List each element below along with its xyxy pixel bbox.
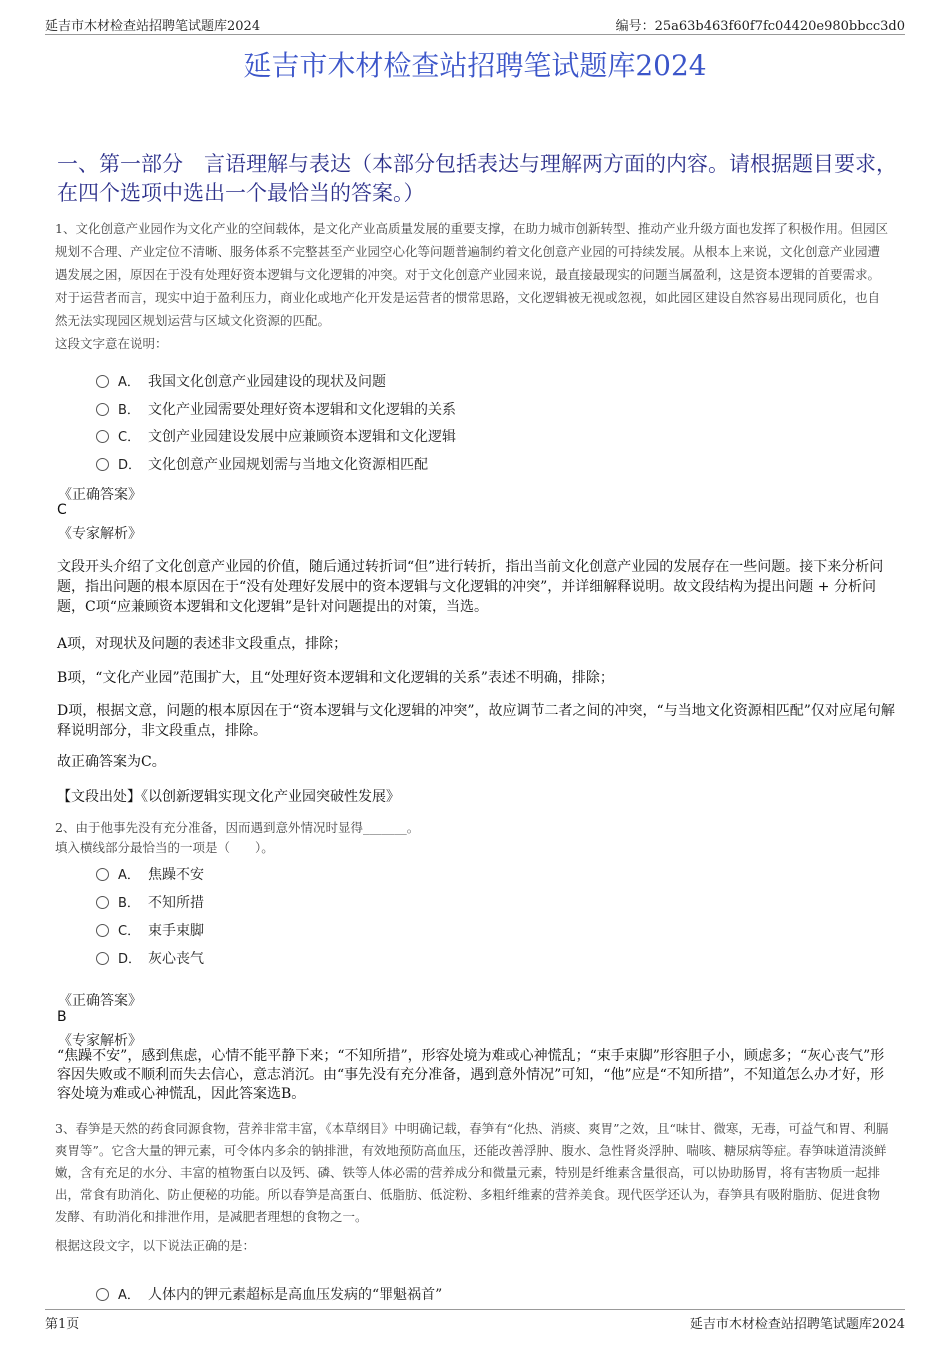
question-1-analysis-paragraph: 故正确答案为C。 <box>57 754 166 770</box>
question-1-option-d[interactable]: D． 文化创意产业园规划需与当地文化资源相匹配 <box>96 454 428 474</box>
question-2-analysis-label: 《专家解析》 <box>58 1033 142 1049</box>
radio-button[interactable] <box>96 375 109 388</box>
radio-button[interactable] <box>96 458 109 471</box>
question-2-answer-label: 《正确答案》 <box>58 993 142 1009</box>
question-1-analysis-paragraph: A项，对现状及问题的表述非文段重点，排除； <box>57 636 348 652</box>
header-divider <box>45 34 905 35</box>
radio-button[interactable] <box>96 924 109 937</box>
radio-button[interactable] <box>96 868 109 881</box>
section-heading: 一、第一部分 言语理解与表达（本部分包括表达与理解两方面的内容。请根据题目要求，在四个选项中选出一个最恰当的答案。） <box>57 152 897 205</box>
question-1-answer-label: 《正确答案》 <box>58 487 142 503</box>
question-1-passage: 1、文化创意产业园作为文化产业的空间载体，是文化产业高质量发展的重要支撑，在助力城市创新转型、推动产业升级方面也发挥了积极作用。但园区规划不合理、产业定位不清晰、服务体系不完整甚至产业园空心化等问题普遍制约着文化创意产业园的可持续发展。从根本上来说，文化创意产业园遭遇发展之困，原因在于没有处理好资本逻辑与文化逻辑的冲突。对于文化创意产业园来说，最直接最现实的问题当属盈利，这是资本逻辑的首要需求。对于运营者而言，现实中迫于盈利压力，商业化或地产化开发是运营者的惯常思路，文化逻辑被无视或忽视，如此园区建设自然容易出现同质化，也自然无法实现园区规划运营与区域文化资源的匹配。 <box>55 221 888 328</box>
question-2-option-c[interactable]: C． 束手束脚 <box>96 920 204 940</box>
radio-button[interactable] <box>96 1288 109 1301</box>
header-document-title: 延吉市木材检查站招聘笔试题库2024 <box>45 19 261 34</box>
question-2-answer: B <box>57 1009 67 1025</box>
question-2-instruction: 填入横线部分最恰当的一项是（ ）。 <box>55 840 274 855</box>
question-1-answer: C <box>57 502 67 518</box>
footer-document-title: 延吉市木材检查站招聘笔试题库2024 <box>689 1317 905 1332</box>
question-1-option-b[interactable]: B． 文化产业园需要处理好资本逻辑和文化逻辑的关系 <box>96 399 456 419</box>
question-2-option-a[interactable]: A． 焦躁不安 <box>96 864 204 884</box>
header-document-id: 编号：25a63b463f60f7fc04420e980bbcc3d0 <box>615 19 905 34</box>
radio-button[interactable] <box>96 896 109 909</box>
question-2-option-b[interactable]: B． 不知所措 <box>96 892 204 912</box>
question-3-option-a[interactable]: A． 人体内的钾元素超标是高血压发病的“罪魁祸首” <box>96 1284 442 1304</box>
page-title: 延吉市木材检查站招聘笔试题库2024 <box>243 49 707 82</box>
radio-button[interactable] <box>96 430 109 443</box>
question-2-option-d[interactable]: D． 灰心丧气 <box>96 948 204 968</box>
question-1-source: 【文段出处】《以创新逻辑实现文化产业园突破性发展》 <box>57 789 400 805</box>
question-1-option-a[interactable]: A． 我国文化创意产业园建设的现状及问题 <box>96 371 386 391</box>
radio-button[interactable] <box>96 403 109 416</box>
question-1-analysis-paragraph: B项，“文化产业园”范围扩大，且“处理好资本逻辑和文化逻辑的关系”表述不明确，排除； <box>57 670 614 686</box>
question-3-stem: 根据这段文字，以下说法正确的是： <box>55 1238 256 1253</box>
page-number: 第1页 <box>45 1317 80 1332</box>
question-1-option-c[interactable]: C． 文创产业园建设发展中应兼顾资本逻辑和文化逻辑 <box>96 426 456 446</box>
question-1-analysis-paragraph: 文段开头介绍了文化创意产业园的价值，随后通过转折词“但”进行转折，指出当前文化创意产业园的发展存在一些问题。接下来分析问题，指出问题的根本原因在于“没有处理好发展中的资本逻辑与文化逻辑的冲突”，并详细解释说明。故文段结构为提出问题 + 分析问题，C项“应兼顾资本逻辑和文化逻辑”是针对问题提出的对策，当选。 <box>57 559 884 615</box>
radio-button[interactable] <box>96 952 109 965</box>
question-3-passage: 3、春笋是天然的药食同源食物，营养非常丰富，《本草纲目》中明确记载，春笋有“化热、消痰、爽胃”之效，且“味甘、微寒，无毒，可益气和胃、利膈爽胃等”。它含大量的钾元素，可令体内多余的钠排泄，有效地预防高血压，还能改善浮肿、腹水、急性肾炎浮肿、喘咳、糖尿病等症。春笋味道清淡鲜嫩，含有充足的水分、丰富的植物蛋白以及钙、磷、铁等人体必需的营养成分和微量元素，特别是纤维素含量很高，可以协助肠胃，将有害物质一起排出，常食有助消化、防止便秘的功能。所以春笋是高蛋白、低脂肪、低淀粉、多粗纤维素的营养美食。现代医学还认为，春笋具有吸附脂肪、促进食物发酵、有助消化和排泄作用，是减肥者理想的食物之一。 <box>55 1121 889 1224</box>
question-1-analysis-paragraph: D项，根据文意，问题的根本原因在于“资本逻辑与文化逻辑的冲突”，故应调节二者之间的冲突，“与当地文化资源相匹配”仅对应尾句解释说明部分，非文段重点，排除。 <box>57 703 895 739</box>
question-1-stem: 这段文字意在说明： <box>55 336 168 351</box>
question-2-stem: 2、由于他事先没有充分准备，因而遇到意外情况时显得_______。 <box>55 820 420 835</box>
question-1-analysis-label: 《专家解析》 <box>58 526 142 542</box>
footer-divider <box>45 1309 905 1310</box>
question-2-analysis: “焦躁不安”，感到焦虑，心情不能平静下来；“不知所措”，形容处境为难或心神慌乱；“束手束脚”形容胆子小，顾虑多；“灰心丧气”形容因失败或不顺利而失去信心，意志消沉。由“事先没有充分准备，遇到意外情况”可知，“他”应是“不知所措”，不知道怎么办才好，形容处境为难或心神慌乱，因此答案选B。 <box>57 1048 885 1102</box>
